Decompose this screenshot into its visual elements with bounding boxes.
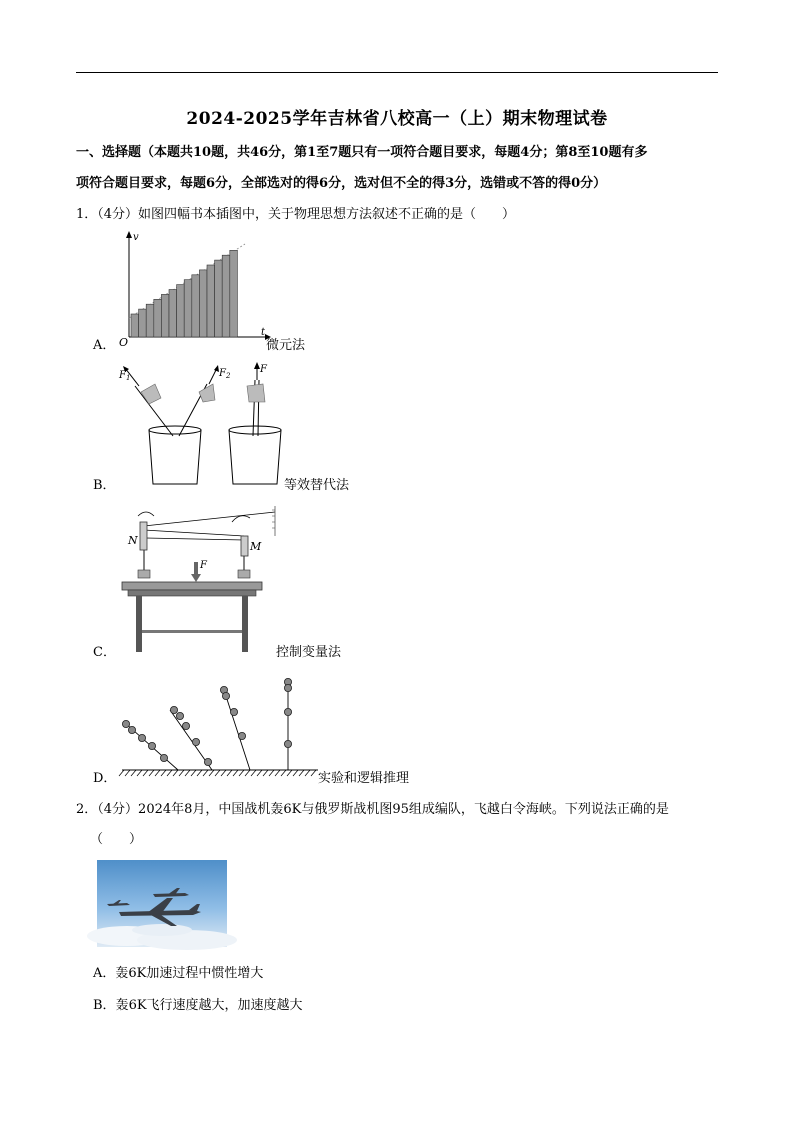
force-f2-sub: 2 (225, 372, 231, 380)
micro-element-bar (222, 255, 230, 337)
micro-element-bar (215, 260, 223, 337)
axis-v-label: v (133, 232, 139, 243)
q2-option-a (93, 964, 263, 984)
page-title: 2024-2025学年吉林省八校高一（上）期末物理试卷 (186, 109, 608, 129)
option-d-caption: 实验和逻辑推理 (318, 771, 410, 786)
rolling-ball (192, 738, 199, 745)
micro-element-bar (154, 299, 162, 337)
question-2-stem-line2: （ ） (90, 832, 143, 847)
micro-element-bar (199, 270, 207, 337)
micro-element-bar (207, 265, 215, 337)
section-instructions-line2: 项符合题目要求，每题6分，全部选对的得6分，选对但不全的得3分，选错或不答的得0分） (76, 176, 607, 191)
force-f1-sub: 1 (125, 374, 131, 382)
q2-option-a-text: 轰6K加速过程中惯性增大 (115, 966, 264, 981)
rolling-ball (160, 754, 167, 761)
q2-option-b-text: 轰6K飞行速度越大，加速度越大 (115, 998, 303, 1013)
option-c-letter: C． (93, 645, 116, 660)
micro-element-bar (184, 280, 192, 337)
rolling-ball (284, 740, 291, 747)
figure-d-inclines (118, 672, 324, 782)
force-f1-label: F (119, 370, 126, 381)
option-b-caption: 等效替代法 (284, 478, 350, 493)
bomber-formation-photo (97, 860, 227, 947)
micro-element-bar (177, 285, 185, 337)
rolling-ball (238, 732, 245, 739)
option-a-caption: 微元法 (266, 338, 306, 353)
force-f2-label: F (219, 368, 226, 379)
rolling-ball (148, 742, 155, 749)
option-a-letter: A． (93, 338, 116, 353)
question-1-stem: 1．（4分）如图四幅书本插图中，关于物理思想方法叙述不正确的是（ ） (76, 207, 516, 222)
rolling-ball (176, 712, 183, 719)
rolling-ball (170, 706, 177, 713)
micro-element-bar (169, 290, 177, 338)
svg-text:F2 (218, 368, 231, 380)
micro-element-bar (139, 309, 147, 337)
section-instructions-line1: 一、选择题（本题共10题，共46分，第1至7题只有一项符合题目要求，每题4分；第8至10题有多 (76, 145, 648, 160)
rolling-ball (138, 734, 145, 741)
q2-option-b-letter: B． (93, 998, 116, 1013)
rolling-ball (128, 726, 135, 733)
rolling-ball (122, 720, 129, 727)
header-rule (76, 72, 718, 73)
micro-element-bar (230, 250, 238, 337)
option-c-caption: 控制变量法 (276, 645, 342, 660)
micro-element-bar (161, 294, 169, 337)
figure-b-force-cups (115, 362, 285, 492)
figure-a-vt-graph (115, 228, 275, 348)
micro-element-bar (131, 314, 139, 337)
rolling-ball (284, 708, 291, 715)
rolling-ball (230, 708, 237, 715)
figure-c-table-mirrors (120, 506, 282, 656)
q2-option-b (93, 996, 303, 1016)
micro-element-bar (146, 304, 154, 337)
question-2-stem-line1: 2．（4分）2024年8月，中国战机轰6K与俄罗斯战机图95组成编队，飞越白令海峡。下列说法正确的是 (76, 802, 669, 817)
mirror-n-label: N (128, 534, 138, 547)
rolling-ball (182, 722, 189, 729)
origin-label: O (119, 336, 129, 349)
q2-option-a-letter: A． (93, 966, 116, 981)
mirror-m-label: M (250, 540, 262, 553)
force-f-label: F (260, 364, 267, 375)
micro-element-bar (192, 275, 200, 337)
rolling-ball (204, 758, 211, 765)
option-d-letter: D． (93, 771, 117, 786)
press-force-label: F (200, 560, 207, 571)
option-b-letter: B． (93, 478, 116, 493)
rolling-ball (222, 692, 229, 699)
axis-t-label: t (261, 327, 266, 338)
rolling-ball (284, 684, 291, 691)
